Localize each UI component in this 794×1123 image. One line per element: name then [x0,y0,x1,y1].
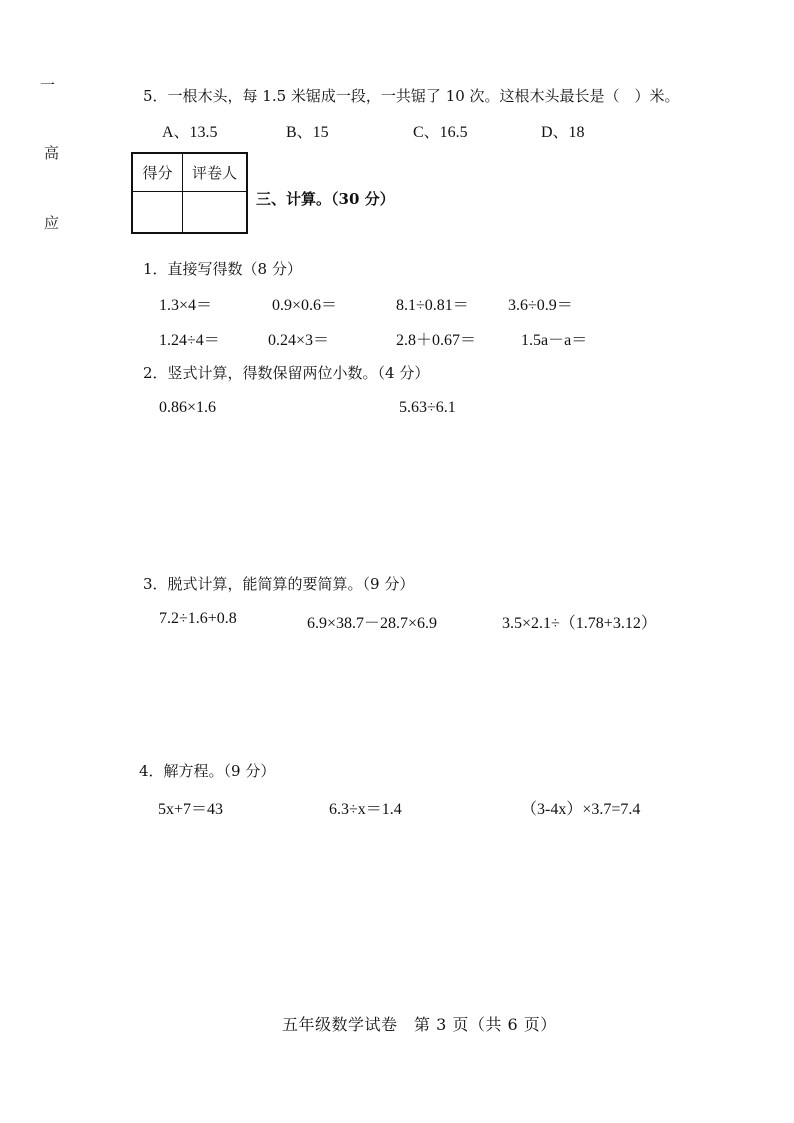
sub1-r1-item-4: 3.6÷0.9＝ [508,297,573,314]
sub4-item-1: 5x+7＝43 [158,801,224,818]
sub4-item-3: （3-4x）×3.7=7.4 [521,801,641,818]
page-footer: 五年级数学试卷 第 3 页（共 6 页） [282,1015,557,1034]
sub2-title: 2．竖式计算，得数保留两位小数。（4 分） [143,364,430,382]
sub3-item-2: 6.9×38.7－28.7×6.9 [307,615,438,632]
sub4-title: 4．解方程。（9 分） [139,762,276,780]
q5-option-c: C、16.5 [413,124,468,141]
sub1-title: 1．直接写得数（8 分） [143,260,302,278]
q5-option-d: D、18 [541,124,585,141]
sub1-r2-item-2: 0.24×3＝ [268,332,330,349]
sub1-r2-item-1: 1.24÷4＝ [159,332,220,349]
score-label: 得分 [133,154,183,192]
sub1-r1-item-1: 1.3×4＝ [159,297,213,314]
sub2-item-2: 5.63÷6.1 [399,399,456,416]
margin-char-1: 一 [40,76,56,94]
q5-option-a: A、13.5 [162,124,218,141]
grader-cell [183,192,246,232]
question-5-text: 5．一根木头，每 1.5 米锯成一段，一共锯了 10 次。这根木头最长是（ ）米。 [143,87,680,105]
sub3-item-3: 3.5×2.1÷（1.78+3.12） [502,615,657,632]
score-box [131,152,248,234]
sub1-r1-item-3: 8.1÷0.81＝ [396,297,469,314]
sub4-item-2: 6.3÷x＝1.4 [329,801,402,818]
margin-char-3: 应 [44,214,60,232]
sub1-r2-item-3: 2.8＋0.67＝ [396,332,477,349]
sub3-item-1: 7.2÷1.6+0.8 [159,610,237,627]
sub1-r2-item-4: 1.5a－a＝ [521,332,588,349]
sub1-r1-item-2: 0.9×0.6＝ [272,297,338,314]
sub3-title: 3．脱式计算，能简算的要简算。（9 分） [143,575,415,593]
score-cell [133,192,183,232]
q5-option-b: B、15 [286,124,329,141]
margin-char-2: 高 [44,144,60,162]
section-title: 三、计算。（30 分） [256,190,395,208]
sub2-item-1: 0.86×1.6 [159,399,217,416]
grader-label: 评卷人 [183,154,246,192]
